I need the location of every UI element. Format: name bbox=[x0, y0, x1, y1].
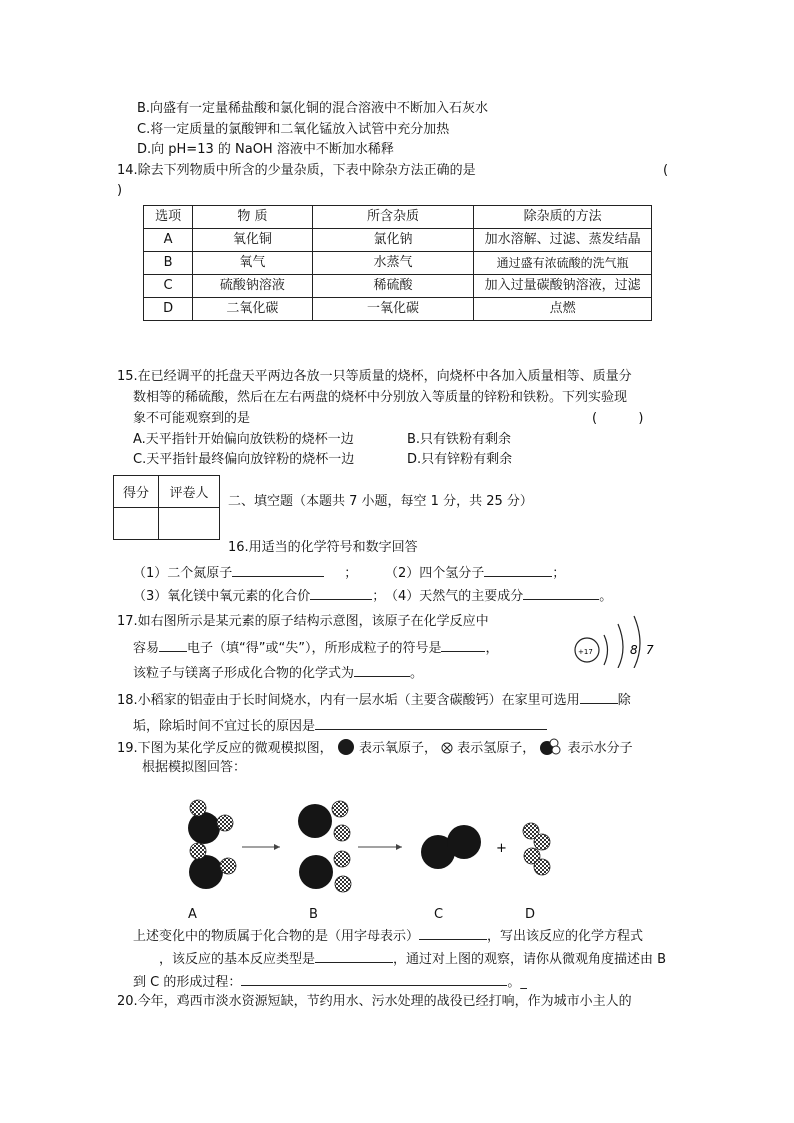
q19-line1 bbox=[117, 738, 633, 758]
arrow-ab-head-icon bbox=[274, 844, 280, 850]
table-row bbox=[144, 298, 652, 321]
grader-field bbox=[159, 508, 220, 540]
table-cell-option: C bbox=[144, 275, 193, 298]
answer-blank[interactable] bbox=[580, 690, 618, 704]
score-field bbox=[114, 508, 159, 540]
section-title: 二、填空题（本题共 7 小题，每空 1 分，共 25 分） bbox=[228, 494, 533, 509]
answer-blank[interactable] bbox=[484, 563, 552, 577]
q17-line2-text: 电子（填“得”或“失”），所形成粒子的符号是 bbox=[187, 641, 442, 656]
q20-line1: 20.今年，鸡西市淡水资源短缺，节约用水、污水处理的战役已经打响，作为城市小主人的 bbox=[117, 994, 632, 1009]
answer-blank[interactable] bbox=[241, 972, 507, 986]
q15-option-c: C.天平指针最终偏向放锌粉的烧杯一边 bbox=[133, 452, 355, 467]
q19-answer-line2 bbox=[133, 949, 666, 969]
q19-line2: 根据模拟图回答： bbox=[142, 760, 247, 775]
table-cell-impurity: 水蒸气 bbox=[312, 252, 474, 275]
q14-paren-open: ( bbox=[663, 163, 669, 178]
q16-semicolon: ； bbox=[372, 589, 386, 604]
table-row bbox=[144, 252, 652, 275]
q16-part3 bbox=[133, 586, 385, 606]
answer-blank[interactable] bbox=[441, 638, 485, 652]
q19-answer-line1 bbox=[133, 926, 643, 946]
q18-line1-text: 18.小稻家的铝壶由于长时间烧水，内有一层水垢（主要含碳酸钙）在家里可选用 bbox=[117, 693, 580, 708]
answer-blank[interactable] bbox=[523, 586, 599, 600]
table-cell-option: D bbox=[144, 298, 193, 321]
spacer bbox=[133, 950, 159, 963]
diagram-label-c: C bbox=[434, 907, 444, 922]
table-cell-method: 加水溶解、过滤、蒸发结晶 bbox=[474, 229, 652, 252]
q15-option-a: A.天平指针开始偏向放铁粉的烧杯一边 bbox=[133, 432, 354, 447]
q19-answer-line3 bbox=[133, 972, 527, 992]
diagram-label-d: D bbox=[525, 907, 536, 922]
score-label: 得分 bbox=[114, 476, 159, 508]
q18-line1 bbox=[117, 690, 631, 710]
q16-period: 。 bbox=[599, 589, 613, 604]
diagram-label-b: B bbox=[309, 907, 318, 922]
q19-answer2-tail: ，通过对上图的观察，请你从微观角度描述由 B bbox=[393, 952, 667, 967]
q17-line2 bbox=[133, 638, 498, 658]
q19-answer3-end: 。_ bbox=[507, 975, 527, 990]
answer-blank[interactable] bbox=[159, 638, 187, 652]
table-cell-impurity: 一氧化碳 bbox=[312, 298, 474, 321]
q15-line1: 15.在已经调平的托盘天平两边各放一只等质量的烧杯，向烧杯中各加入质量相等、质量分 bbox=[117, 369, 632, 384]
q16-part2 bbox=[385, 563, 565, 583]
q16-part4-label: （4）天然气的主要成分 bbox=[385, 589, 524, 604]
q14-options-table bbox=[143, 205, 652, 321]
table-header: 选项 bbox=[144, 206, 193, 229]
answer-blank[interactable] bbox=[310, 586, 372, 600]
q17-line2-start: 容易 bbox=[133, 641, 160, 656]
group-d-hydrogen-molecules bbox=[523, 823, 550, 875]
oxygen-atom-icon bbox=[337, 738, 355, 756]
shell-arc-icon bbox=[604, 635, 608, 665]
answer-blank[interactable] bbox=[354, 663, 410, 677]
q17-period: 。 bbox=[410, 666, 424, 681]
hydrogen-legend: 表示氢原子， bbox=[457, 741, 536, 756]
diagram-label-a: A bbox=[188, 907, 197, 922]
q19-answer2-text: ，该反应的基本反应类型是 bbox=[159, 952, 316, 967]
table-header-row bbox=[144, 206, 652, 229]
group-b-atoms bbox=[298, 801, 351, 892]
q16-part3-label: （3）氧化镁中氧元素的化合价 bbox=[133, 589, 311, 604]
table-cell-option: B bbox=[144, 252, 193, 275]
group-c-oxygen-molecule bbox=[421, 825, 481, 869]
table-cell-method: 加入过量碳酸钠溶液，过滤 bbox=[474, 275, 652, 298]
q17-line3 bbox=[133, 663, 423, 683]
grader-label: 评卷人 bbox=[159, 476, 220, 508]
q16-stem: 16.用适当的化学符号和数字回答 bbox=[228, 540, 418, 555]
q19-line1-text: 19.下图为某化学反应的微观模拟图， bbox=[117, 741, 333, 756]
q15-option-d: D.只有锌粉有剩余 bbox=[407, 452, 513, 467]
shell-electrons: 8 bbox=[630, 643, 638, 657]
table-cell-substance: 氧气 bbox=[193, 252, 312, 275]
outer-shell-electrons: 7 bbox=[646, 643, 654, 657]
q19-answer1-text: 上述变化中的物质属于化合物的是（用字母表示） bbox=[133, 929, 420, 944]
q16-part1-label: （1）二个氮原子 bbox=[133, 566, 233, 581]
q15-paren: ( ) bbox=[592, 411, 644, 426]
q19-answer3-text: 到 C 的形成过程： bbox=[133, 975, 242, 990]
q16-part4 bbox=[385, 586, 612, 606]
table-cell-impurity: 稀硫酸 bbox=[312, 275, 474, 298]
answer-blank[interactable] bbox=[232, 563, 324, 577]
group-a-molecules bbox=[188, 800, 236, 889]
arrow-bc-head-icon bbox=[396, 844, 402, 850]
hydrogen-atom-icon bbox=[441, 742, 453, 754]
table-cell-method: 通过盛有浓硫酸的洗气瓶 bbox=[474, 252, 652, 275]
answer-blank[interactable] bbox=[315, 716, 547, 730]
water-molecule-icon bbox=[539, 738, 563, 756]
q14-stem: 14.除去下列物质中所含的少量杂质，下表中除杂方法正确的是 bbox=[117, 163, 476, 178]
atom-structure-diagram bbox=[566, 612, 666, 668]
q16-part1 bbox=[133, 563, 357, 583]
table-cell-option: A bbox=[144, 229, 193, 252]
table-cell-method: 点燃 bbox=[474, 298, 652, 321]
q16-part2-label: （2）四个氢分子 bbox=[385, 566, 485, 581]
table-header: 除杂质的方法 bbox=[474, 206, 652, 229]
table-cell-substance: 氧化铜 bbox=[193, 229, 312, 252]
q13-option-c: C.将一定质量的氯酸钾和二氧化锰放入试管中充分加热 bbox=[137, 122, 450, 137]
table-row bbox=[144, 275, 652, 298]
table-cell-substance: 二氧化碳 bbox=[193, 298, 312, 321]
q18-line2-text: 垢，除垢时间不宜过长的原因是 bbox=[133, 719, 316, 734]
table-cell-impurity: 氯化钠 bbox=[312, 229, 474, 252]
shell-arc-icon bbox=[634, 616, 640, 668]
table-row bbox=[144, 229, 652, 252]
q15-option-b: B.只有铁粉有剩余 bbox=[407, 432, 512, 447]
q13-option-d: D.向 pH=13 的 NaOH 溶液中不断加水稀释 bbox=[137, 142, 394, 157]
shell-arc-icon bbox=[618, 624, 623, 668]
answer-blank[interactable] bbox=[419, 926, 487, 940]
answer-blank[interactable] bbox=[315, 949, 393, 963]
nucleus-charge: +17 bbox=[578, 648, 593, 656]
table-cell-substance: 硫酸钠溶液 bbox=[193, 275, 312, 298]
q17-line3-text: 该粒子与镁离子形成化合物的化学式为 bbox=[133, 666, 355, 681]
water-legend: 表示水分子 bbox=[567, 741, 633, 756]
score-box bbox=[113, 475, 220, 540]
q19-answer1-tail: ，写出该反应的化学方程式 bbox=[487, 929, 644, 944]
q15-line3: 象不可能观察到的是 bbox=[133, 411, 251, 426]
q18-line2 bbox=[133, 716, 547, 736]
q16-semicolon: ； bbox=[552, 566, 566, 581]
q18-line1-end: 除 bbox=[617, 693, 631, 708]
q17-line1: 17.如右图所示是某元素的原子结构示意图，该原子在化学反应中 bbox=[117, 614, 489, 629]
table-header: 所含杂质 bbox=[312, 206, 474, 229]
q14-paren-close: ) bbox=[117, 183, 123, 198]
q15-line2: 数相等的稀硫酸，然后在左右两盘的烧杯中分别放入等质量的锌粉和铁粉。下列实验现 bbox=[133, 390, 628, 405]
plus-sign: + bbox=[496, 841, 507, 856]
table-header: 物 质 bbox=[193, 206, 312, 229]
q17-comma: ， bbox=[485, 641, 499, 656]
q13-option-b: B.向盛有一定量稀盐酸和氯化铜的混合溶液中不断加入石灰水 bbox=[137, 101, 489, 116]
reaction-model-diagram bbox=[180, 795, 560, 905]
oxygen-legend: 表示氧原子， bbox=[358, 741, 437, 756]
q16-semicolon: ； bbox=[344, 566, 358, 581]
